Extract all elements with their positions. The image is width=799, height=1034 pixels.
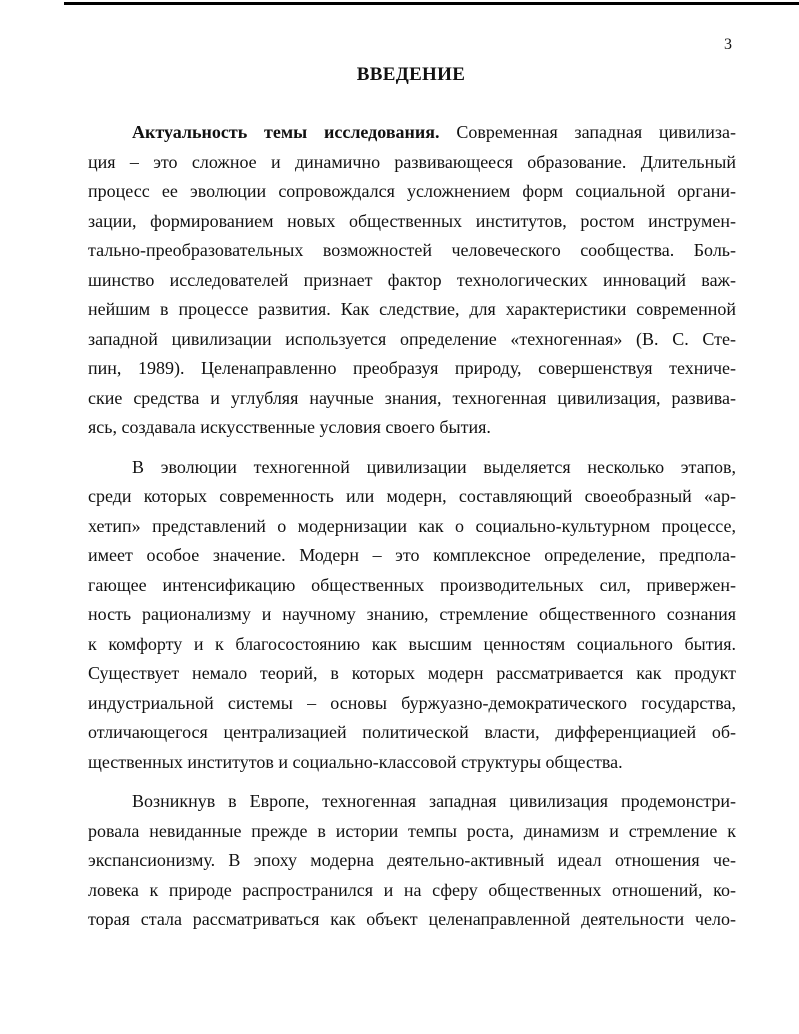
- paragraph-2-line: хетип» представлений о модернизации как о социально-культурном процессе,: [88, 515, 736, 536]
- paragraph-1-line: нейшим в процессе развития. Как следствие, для характеристики современной: [88, 299, 736, 319]
- paragraph-2-line: к комфорту и к благосостоянию как высшим ценностям социального бытия.: [88, 633, 736, 654]
- paragraph-3-line: торая стала рассматриваться как объект целенаправленной деятельности чело-: [88, 909, 736, 929]
- paragraph-gap: [88, 443, 736, 453]
- paragraph-1-line: ские средства и углубляя научные знания, техногенная цивилизация, развива-: [88, 387, 736, 408]
- section-lead: Актуальность темы исследования.: [132, 122, 440, 142]
- page-number: 3: [724, 36, 732, 53]
- paragraph-1-line: ция – это сложное и динамично развивающееся образование. Длительный: [88, 151, 736, 172]
- paragraph-2-line: ность рационализму и научному знанию, стремление общественного сознания: [88, 604, 736, 624]
- paragraph-1-line: тально-преобразовательных возможностей человеческого сообщества. Боль-: [88, 240, 736, 260]
- paragraph-2-line: индустриальной системы – основы буржуазно-демократического государства,: [88, 692, 736, 713]
- paragraph-2-line-1: В эволюции техногенной цивилизации выделяется несколько этапов,: [132, 456, 736, 477]
- paragraph-2-line: Существует немало теорий, в которых модерн рассматривается как продукт: [88, 663, 736, 683]
- paragraph-1-line: ясь, создавала искусственные условия своего бытия.: [88, 417, 491, 437]
- paragraph-1-line: зации, формированием новых общественных институтов, ростом инструмен-: [88, 210, 736, 231]
- paragraph-3-line: экспансионизму. В эпоху модерна деятельно-активный идеал отношения че-: [88, 850, 736, 870]
- page-title: ВВЕДЕНИЕ: [356, 64, 466, 85]
- paragraph-1-line: шинство исследователей признает фактор технологических инноваций важ-: [88, 269, 736, 290]
- paragraph-3-line: ловека к природе распространился и на сферу общественных отношений, ко-: [88, 879, 736, 900]
- paragraph-1-line: пин, 1989). Целенаправленно преобразуя природу, совершенствуя техниче-: [88, 358, 736, 378]
- paragraph-3-line-1: Возникнув в Европе, техногенная западная цивилизация продемонстри-: [132, 791, 736, 811]
- page-top-border: [64, 2, 799, 5]
- paragraph-1-line: западной цивилизации используется определение «техногенная» (В. С. Сте-: [88, 328, 736, 349]
- paragraph-3-line: ровала невиданные прежде в истории темпы роста, динамизм и стремление к: [88, 820, 736, 841]
- paragraph-2-line: гающее интенсификацию общественных производительных сил, привержен-: [88, 574, 736, 595]
- paragraph-2-line: отличающегося централизацией политической власти, дифференциацией об-: [88, 722, 736, 742]
- body-text: [88, 118, 736, 935]
- paragraph-gap: [88, 777, 736, 787]
- paragraph-1-line-1: Актуальность темы исследования. Современная западная цивилиза-: [132, 122, 737, 142]
- paragraph-2-line: среди которых современность или модерн, составляющий своеобразный «ар-: [88, 486, 736, 506]
- paragraph-2-line: имеет особое значение. Модерн – это комплексное определение, предпола-: [88, 545, 736, 565]
- paragraph-1-line: процесс ее эволюции сопровождался усложнением форм социальной органи-: [88, 181, 736, 201]
- paragraph-2-line: щественных институтов и социально-классовой структуры общества.: [88, 751, 623, 772]
